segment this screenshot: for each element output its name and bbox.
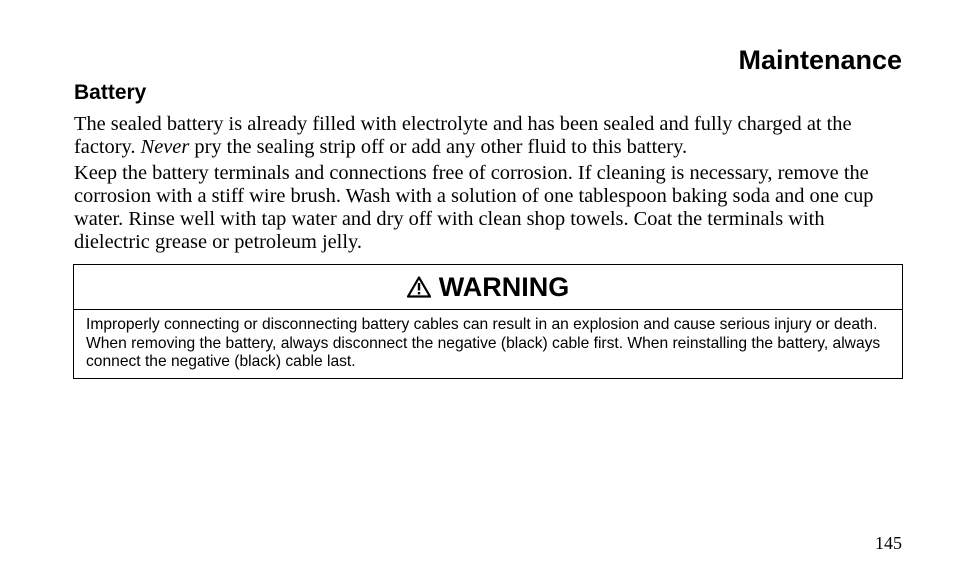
warning-triangle-icon bbox=[407, 276, 431, 298]
warning-box bbox=[73, 264, 903, 379]
warning-text: Improperly connecting or disconnecting battery cables can result in an explosion and cause serious injury or death. When removing the battery, always disconnect the negative (black) cable first. When reinstalling the battery, always connect the negative (black) cable last. bbox=[86, 316, 881, 370]
battery-paragraph-1 bbox=[74, 113, 904, 159]
section-heading: Battery bbox=[74, 81, 147, 104]
warning-header bbox=[74, 265, 902, 310]
page-number: 145 bbox=[875, 533, 902, 553]
warning-title: WARNING bbox=[438, 272, 570, 302]
emphasis-text: Never bbox=[140, 136, 190, 158]
paragraph-text: The sealed battery is already filled with electrolyte and has been sealed and fully charged at the factory. bbox=[74, 113, 852, 158]
battery-paragraph-2: Keep the battery terminals and connections free of corrosion. If cleaning is necessary, remove the corrosion with a stiff wire brush. Wash with a solution of one tablespoon baking soda and one cup water. Rinse well with tap water and dry off with clean shop towels. Coat the terminals with dielectric grease or petroleum jelly. bbox=[74, 162, 874, 253]
paragraph-text: pry the sealing strip off or add any other fluid to this battery. bbox=[189, 136, 688, 158]
chapter-title: Maintenance bbox=[738, 45, 902, 75]
